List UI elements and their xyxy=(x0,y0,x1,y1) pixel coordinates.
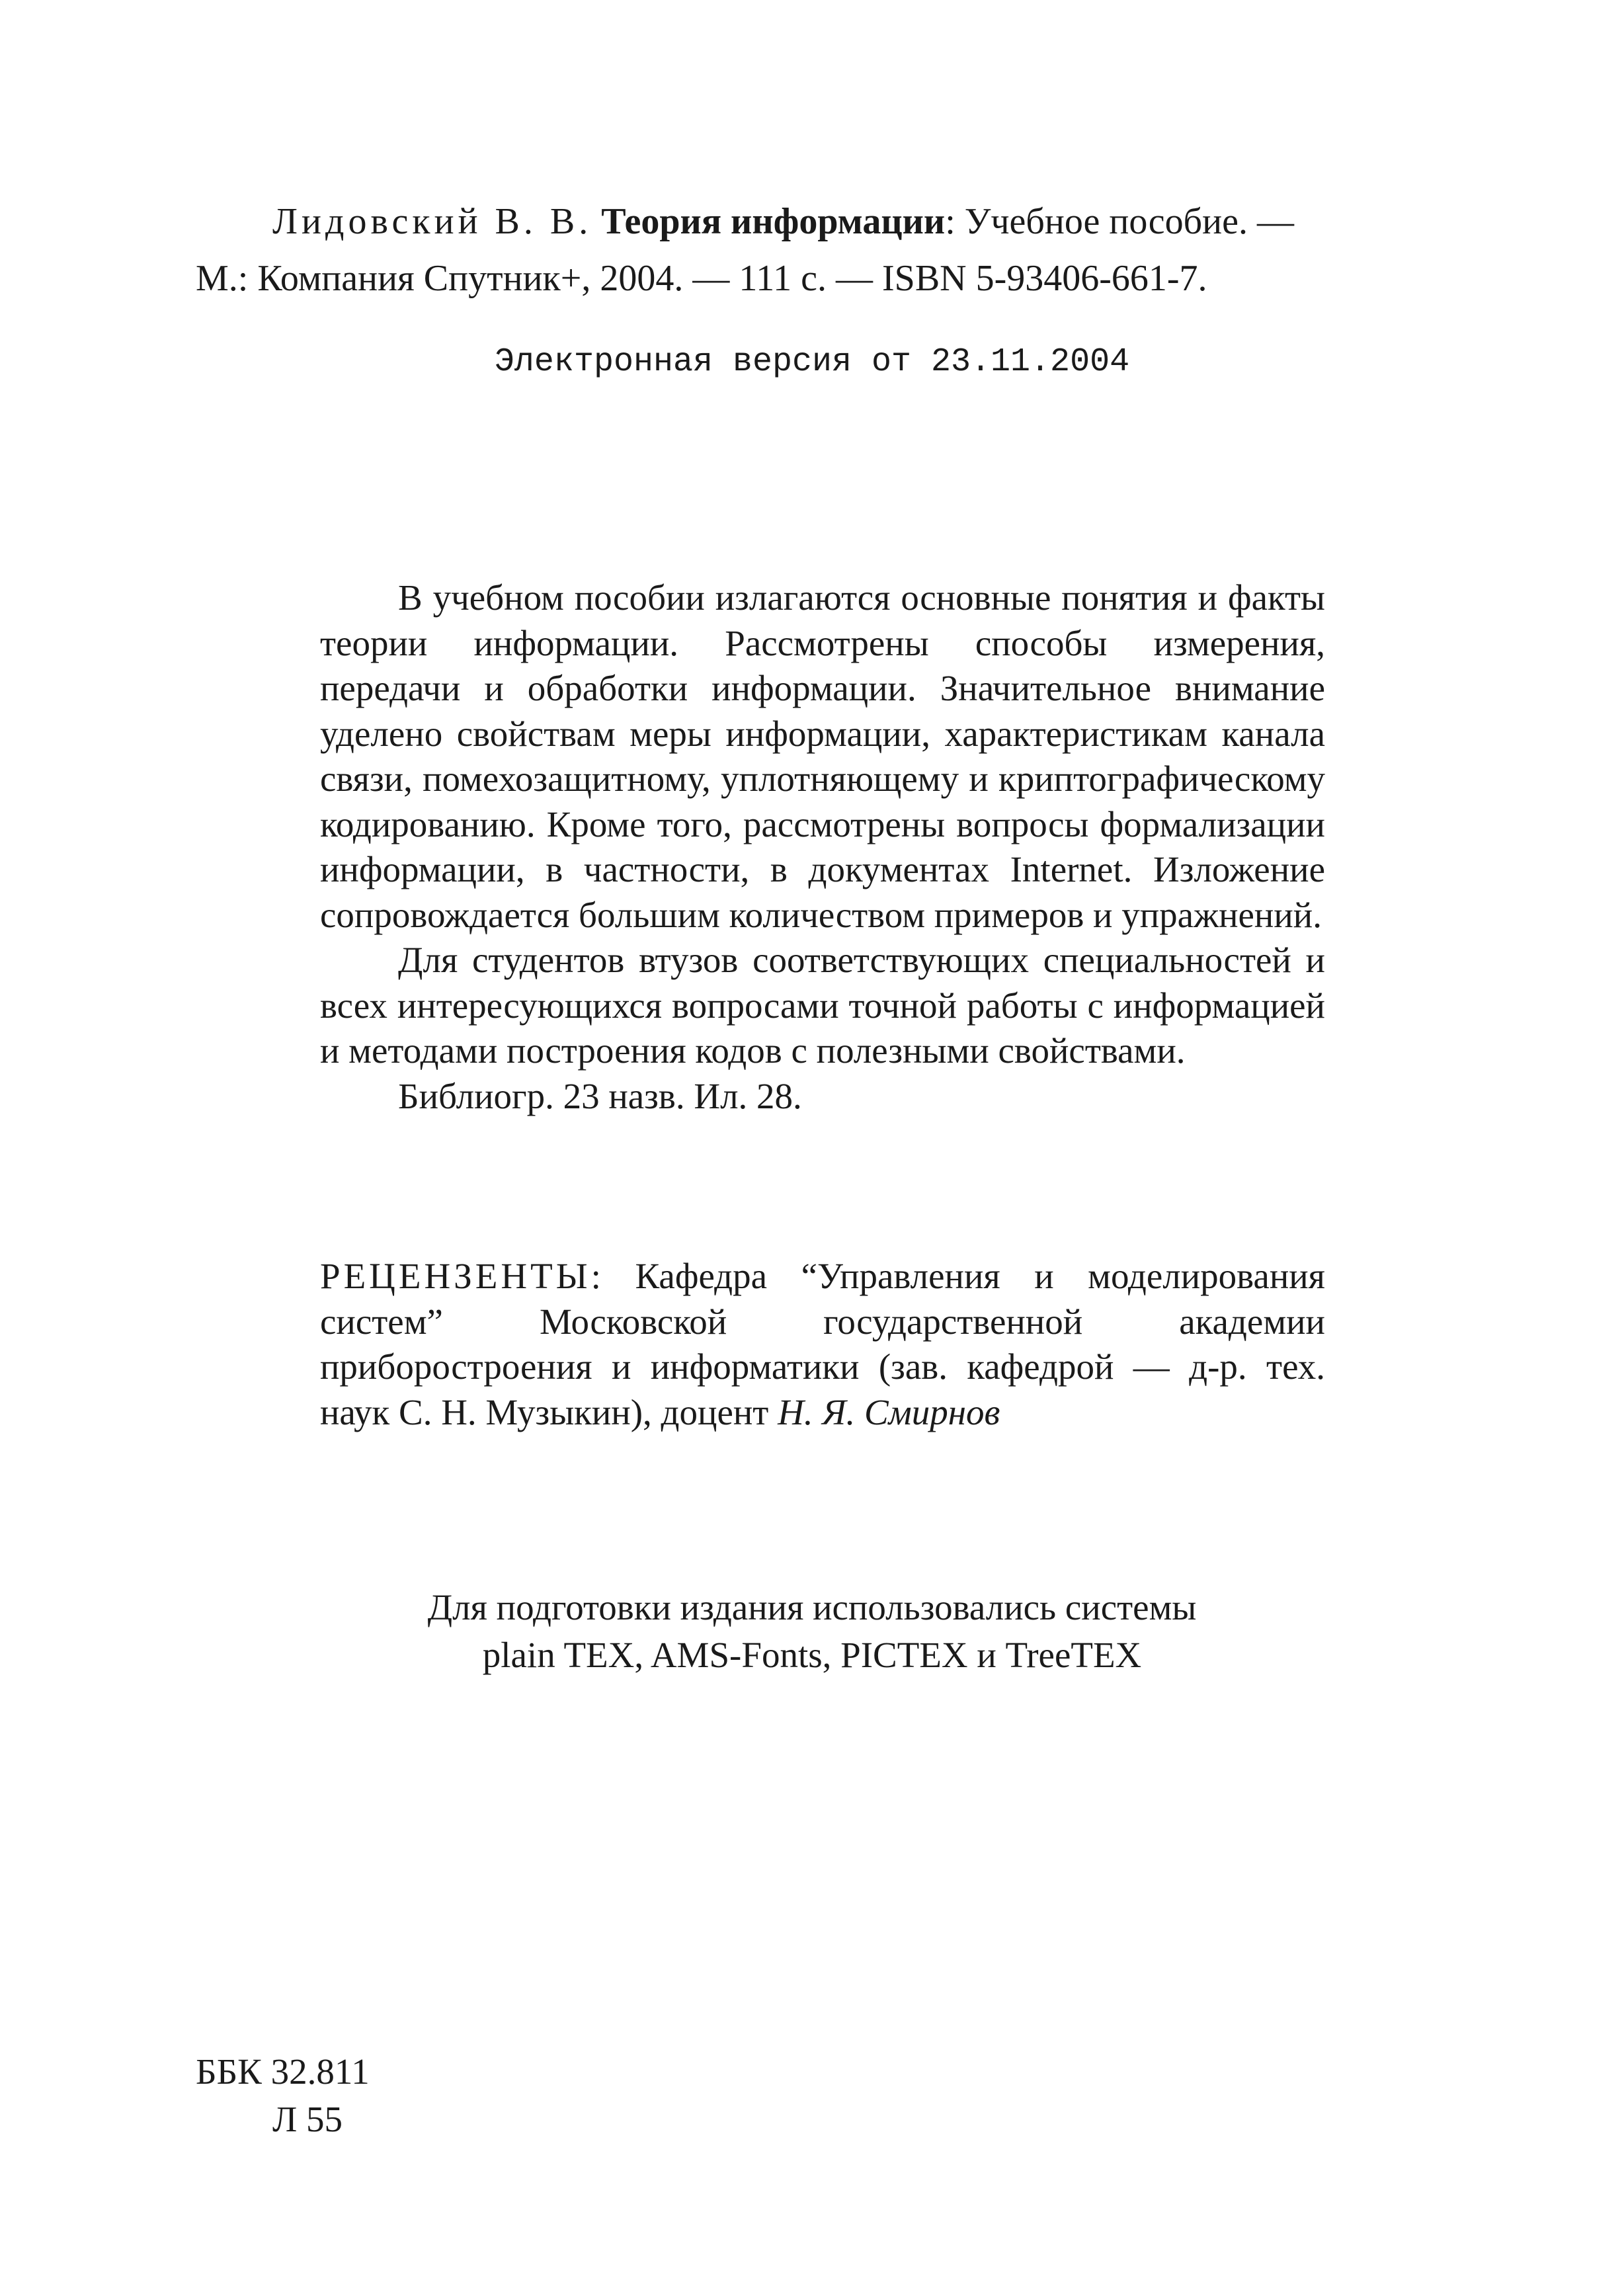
software-credits-line-2: plain TEX, AMS-Fonts, PICTEX и TreeTEX xyxy=(482,1635,1142,1675)
book-title: Теория информации xyxy=(601,201,946,242)
reviewers-block xyxy=(320,1254,1325,1435)
reviewers-text: : Кафедра “Управления и моделирования систем” Московской государственной академии приборостроения и информатики (зав. кафедрой — д-р. тех. наук С. Н. Музыкин), доцент xyxy=(320,1256,1325,1432)
bibliographic-record xyxy=(196,193,1479,307)
classification-codes xyxy=(196,2048,370,2143)
reviewer-name: Н. Я. Смирнов xyxy=(778,1391,1000,1432)
annotation-paragraph: В учебном пособии излагаются основные понятия и факты теории информации. Рассмотрены способы измерения, передачи и обработки информации. Значительное внимание уделено свойствам меры информации, характеристикам канала связи, помехозащитному, уплотняющему и криптографическому кодированию. Кроме того, рассмотрены вопросы формализации информации, в частности, в документах Internet. Изложение сопровождается большим количеством примеров и упражнений. xyxy=(320,577,1325,935)
biblio-line-1 xyxy=(196,193,1479,250)
biblio-subtitle: : Учебное пособие. — xyxy=(945,201,1294,242)
software-credits-line-1: Для подготовки издания использовались системы xyxy=(427,1587,1197,1627)
biblio-publication-details: М.: Компания Спутник+, 2004. — 111 с. — ISBN 5-93406-661-7. xyxy=(196,258,1207,299)
annotation-paragraph: Библиогр. 23 назв. Ил. 28. xyxy=(398,1075,802,1116)
annotation-paragraph: Для студентов втузов соответствующих специальностей и всех интересующихся вопросами точной работы с информацией и методами построения кодов с полезными свойствами. xyxy=(320,940,1325,1071)
bbk-code: ББК 32.811 xyxy=(196,2051,370,2092)
author-sign-code: Л 55 xyxy=(272,2099,343,2139)
reviewers-label: РЕЦЕНЗЕНТЫ xyxy=(320,1256,591,1296)
author-name: Лидовский В. В. xyxy=(272,201,592,242)
software-credits xyxy=(0,1584,1624,1679)
annotation xyxy=(320,575,1325,1119)
electronic-version-note: Электронная версия от 23.11.2004 xyxy=(494,343,1130,381)
